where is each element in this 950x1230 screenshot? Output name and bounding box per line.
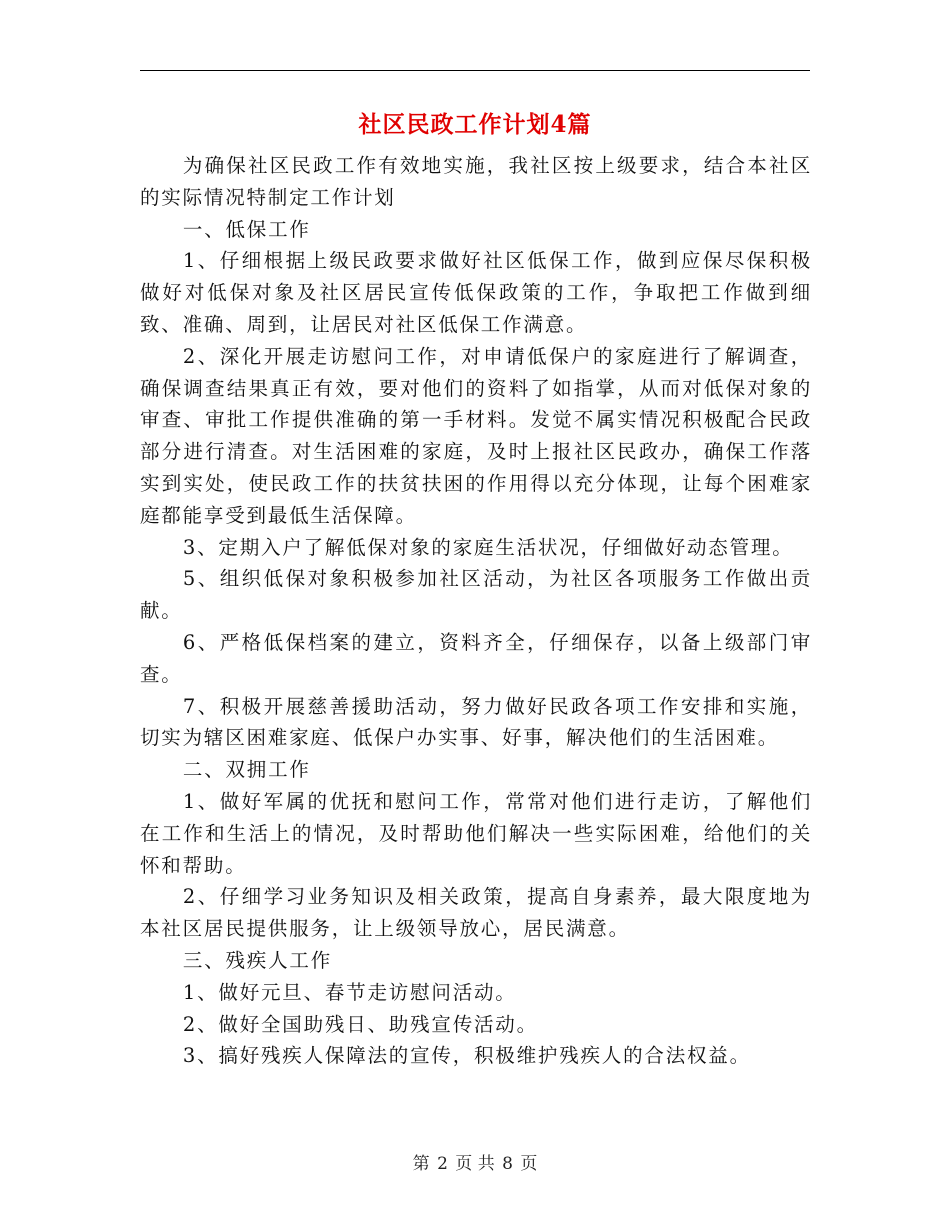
paragraph: 2、深化开展走访慰问工作，对申请低保户的家庭进行了解调查，确保调查结果真正有效，要对他们的资料了如指掌，从而对低保对象的审查、审批工作提供准确的第一手材料。发觉不属实情况积极配合民政部分进行清查。对生活困难的家庭，及时上报社区民政办，确保工作落实到实处，使民政工作的扶贫扶困的作用得以充分体现，让每个困难家庭都能享受到最低生活保障。 xyxy=(140,344,812,527)
paragraph: 2、仔细学习业务知识及相关政策，提高自身素养，最大限度地为本社区居民提供服务，让上级领导放心，居民满意。 xyxy=(140,885,812,941)
section-heading-disability: 三、残疾人工作 xyxy=(182,948,332,972)
total-pages-number: 8 xyxy=(502,1154,513,1174)
paragraph: 1、仔细根据上级民政要求做好社区低保工作，做到应保尽保积极做好对低保对象及社区居民宣传低保政策的工作，争取把工作做到细致、准确、周到，让居民对社区低保工作满意。 xyxy=(140,249,812,336)
paragraph: 3、搞好残疾人保障法的宣传，积极维护残疾人的合法权益。 xyxy=(182,1044,751,1068)
header-rule xyxy=(140,70,810,71)
document-body xyxy=(140,150,812,1072)
paragraph: 3、定期入户了解低保对象的家庭生活状况，仔细做好动态管理。 xyxy=(182,535,794,559)
paragraph: 6、严格低保档案的建立，资料齐全，仔细保存，以备上级部门审查。 xyxy=(140,630,812,686)
paragraph: 2、做好全国助残日、助残宣传活动。 xyxy=(182,1012,538,1036)
footer-prefix: 第 xyxy=(412,1154,430,1174)
paragraph: 1、做好军属的优抚和慰问工作，常常对他们进行走访，了解他们在工作和生活上的情况，及时帮助他们解决一些实际困难，给他们的关怀和帮助。 xyxy=(140,789,812,877)
intro-paragraph: 为确保社区民政工作有效地实施，我社区按上级要求，结合本社区的实际情况特制定工作计划 xyxy=(140,154,812,209)
paragraph: 7、积极开展慈善援助活动，努力做好民政各项工作安排和实施，切实为辖区困难家庭、低保户办实事、好事，解决他们的生活困难。 xyxy=(140,694,812,750)
page-footer xyxy=(0,1152,950,1176)
current-page-number: 2 xyxy=(437,1154,448,1174)
footer-middle: 页 共 xyxy=(455,1154,495,1174)
section-heading-double-support: 二、双拥工作 xyxy=(182,758,311,782)
footer-suffix: 页 xyxy=(520,1154,538,1174)
paragraph: 1、做好元旦、春节走访慰问活动。 xyxy=(182,980,517,1004)
section-heading-low-income: 一、低保工作 xyxy=(182,217,311,241)
paragraph: 5、组织低保对象积极参加社区活动，为社区各项服务工作做出贡献。 xyxy=(140,567,812,623)
document-title: 社区民政工作计划4篇 xyxy=(358,111,592,138)
